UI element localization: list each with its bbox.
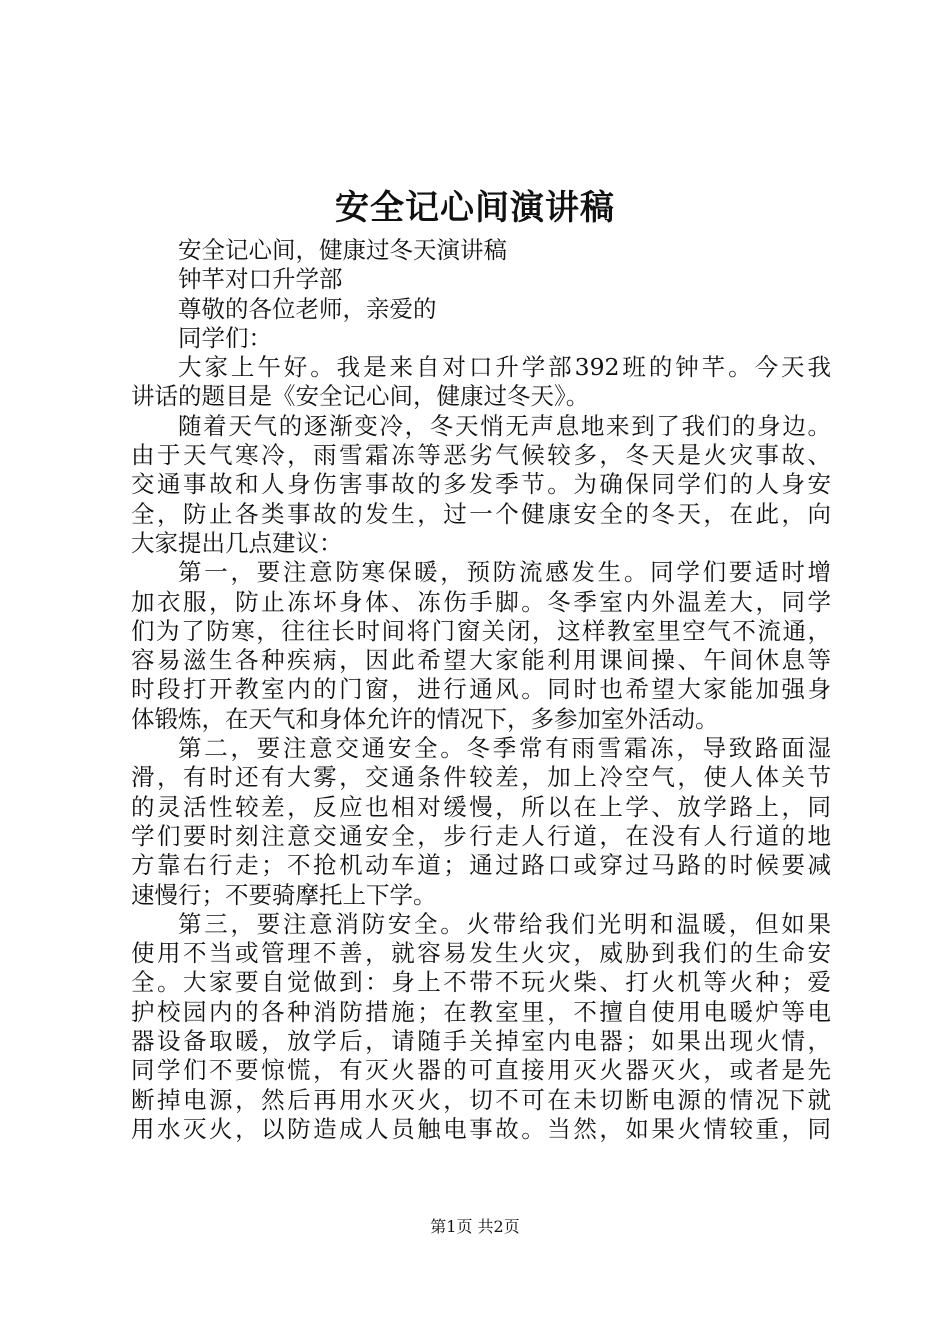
text-line: 方靠右行走；不抢机动车道；通过路口或穿过马路的时候要减 [131,851,831,880]
text-line: 安全记心间，健康过冬天演讲稿 [178,236,507,264]
page-footer: 第1页 共2页 [430,1217,520,1236]
text-line: 全。大家要自觉做到：身上不带不玩火柴、打火机等火种；爱 [131,968,831,997]
text-line: 第三，要注意消防安全。火带给我们光明和温暖，但如果 [178,909,831,938]
text-line: 尊敬的各位老师，亲爱的 [178,294,437,323]
text-line: 用水灭火，以防造成人员触电事故。当然，如果火情较重，同 [131,1114,831,1143]
text-line: 钟芊对口升学部 [178,265,343,294]
text-line: 同学们不要惊慌，有灭火器的可直接用灭火器灭火，或者是先 [131,1056,831,1085]
text-line: 护校园内的各种消防措施；在教室里，不擅自使用电暖炉等电 [131,997,831,1026]
text-line: 第二，要注意交通安全。冬季常有雨雪霜冻，导致路面湿 [178,734,831,763]
text-line: 同学们： [178,323,272,352]
text-line: 们为了防寒，往往长时间将门窗关闭，这样教室里空气不流通， [131,616,831,645]
text-line: 全，防止各类事故的发生，过一个健康安全的冬天，在此，向 [131,499,831,528]
text-line: 第一，要注意防寒保暖，预防流感发生。同学们要适时增 [178,558,831,587]
text-line: 容易滋生各种疾病，因此希望大家能利用课间操、午间休息等 [131,646,831,675]
text-line: 交通事故和人身伤害事故的多发季节。为确保同学们的人身安 [131,470,831,499]
text-line: 由于天气寒冷，雨雪霜冻等恶劣气候较多，冬天是火灾事故、 [131,441,831,470]
text-line: 讲话的题目是《安全记心间，健康过冬天》。 [131,382,590,411]
text-line: 大家提出几点建议： [131,528,343,557]
text-line: 滑，有时还有大雾，交通条件较差，加上冷空气，使人体关节 [131,763,831,792]
text-line: 器设备取暖，放学后，请随手关掉室内电器；如果出现火情， [131,1027,831,1056]
text-line: 体锻炼，在天气和身体允许的情况下，多参加室外活动。 [131,704,719,733]
text-line: 速慢行；不要骑摩托上下学。 [131,880,437,909]
text-line: 加衣服，防止冻坏身体、冻伤手脚。冬季室内外温差大，同学 [131,587,831,616]
text-line: 随着天气的逐渐变冷，冬天悄无声息地来到了我们的身边。 [178,411,831,440]
text-line: 学们要时刻注意交通安全，步行走人行道，在没有人行道的地 [131,821,831,850]
document-title: 安全记心间演讲稿 [335,188,615,228]
text-line: 大家上午好。我是来自对口升学部392班的钟芊。今天我 [178,353,831,382]
text-line: 断掉电源，然后再用水灭火，切不可在未切断电源的情况下就 [131,1085,831,1114]
document-body [131,236,831,1144]
text-line: 的灵活性较差，反应也相对缓慢，所以在上学、放学路上，同 [131,792,831,821]
text-line: 使用不当或管理不善，就容易发生火灾，威胁到我们的生命安 [131,939,831,968]
text-line: 时段打开教室内的门窗，进行通风。同时也希望大家能加强身 [131,675,831,704]
